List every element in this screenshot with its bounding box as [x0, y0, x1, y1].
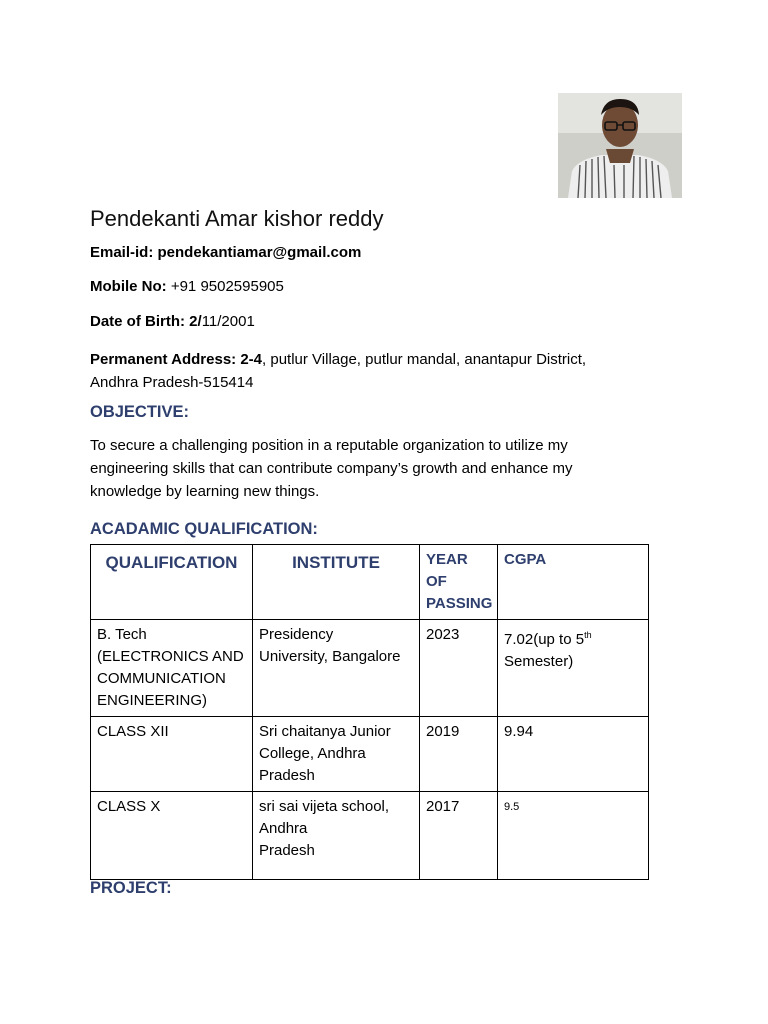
- cell-qualification: [91, 620, 253, 717]
- cgpa-value: 7.02(up to 5: [504, 631, 585, 648]
- cell-text: Presidency: [259, 626, 334, 643]
- header-year: YEAR OF PASSING: [420, 545, 498, 620]
- cell-text: Sri chaitanya Junior: [259, 723, 391, 740]
- cell-text: College, Andhra: [259, 745, 366, 762]
- dob-line: [90, 313, 255, 330]
- cell-text: COMMUNICATION: [97, 670, 226, 687]
- email-label: Email-id:: [90, 244, 154, 261]
- dob-rest: 11/2001: [201, 313, 255, 330]
- table-row: [91, 792, 649, 880]
- objective-line-2: engineering skills that can contribute company’s growth and enhance my: [90, 460, 573, 477]
- mobile-label: Mobile No:: [90, 278, 167, 295]
- header-qualification: QUALIFICATION: [91, 545, 253, 620]
- cell-year: 2019: [420, 717, 498, 792]
- cell-institute: [253, 620, 420, 717]
- cell-institute: [253, 792, 420, 880]
- cell-institute: [253, 717, 420, 792]
- address-line-2: Andhra Pradesh-515414: [90, 374, 254, 391]
- header-cgpa: CGPA: [498, 545, 649, 620]
- cell-cgpa: 9.5: [498, 792, 649, 880]
- objective-line-1: To secure a challenging position in a reputable organization to utilize my: [90, 437, 568, 454]
- mobile-line: [90, 278, 284, 295]
- dob-day: 2/: [189, 313, 202, 330]
- cell-cgpa: [498, 620, 649, 717]
- cell-year: 2017: [420, 792, 498, 880]
- mobile-value: +91 9502595905: [170, 278, 284, 295]
- cell-text: Andhra: [259, 820, 308, 837]
- project-heading: PROJECT:: [90, 879, 172, 897]
- cell-text: Pradesh: [259, 767, 315, 784]
- table-row: [91, 717, 649, 792]
- address-line-1: , putlur Village, putlur mandal, anantapur District,: [262, 351, 587, 368]
- cell-text: CLASS X: [97, 798, 161, 815]
- objective-heading: OBJECTIVE:: [90, 403, 190, 421]
- cell-text: University, Bangalore: [259, 648, 401, 665]
- objective-text: [90, 434, 650, 503]
- objective-line-3: knowledge by learning new things.: [90, 483, 320, 500]
- table-row: [91, 620, 649, 717]
- cell-text: ENGINEERING): [97, 692, 208, 709]
- candidate-name: Pendekanti Amar kishor reddy: [90, 206, 384, 231]
- academic-heading: ACADAMIC QUALIFICATION:: [90, 520, 318, 538]
- cell-text: B. Tech: [97, 626, 147, 643]
- qualification-table: [90, 544, 649, 880]
- cell-text: Pradesh: [259, 842, 315, 859]
- dob-label: Date of Birth:: [90, 313, 185, 330]
- email-line: [90, 244, 361, 261]
- header-institute: INSTITUTE: [253, 545, 420, 620]
- cell-year: 2023: [420, 620, 498, 717]
- cell-text: CLASS XII: [97, 723, 169, 740]
- cgpa-note: Semester): [504, 653, 574, 670]
- profile-photo: [558, 93, 682, 198]
- cell-qualification: [91, 792, 253, 880]
- address-block: [90, 348, 586, 394]
- cell-text: (ELECTRONICS AND: [97, 648, 244, 665]
- address-number: 2-4: [240, 351, 263, 368]
- address-label: Permanent Address:: [90, 351, 237, 368]
- cgpa-superscript: th: [584, 630, 592, 640]
- cell-text: sri sai vijeta school,: [259, 798, 390, 815]
- cell-qualification: [91, 717, 253, 792]
- email-value: pendekantiamar@gmail.com: [157, 244, 362, 261]
- cell-cgpa: 9.94: [498, 717, 649, 792]
- table-header-row: [91, 545, 649, 620]
